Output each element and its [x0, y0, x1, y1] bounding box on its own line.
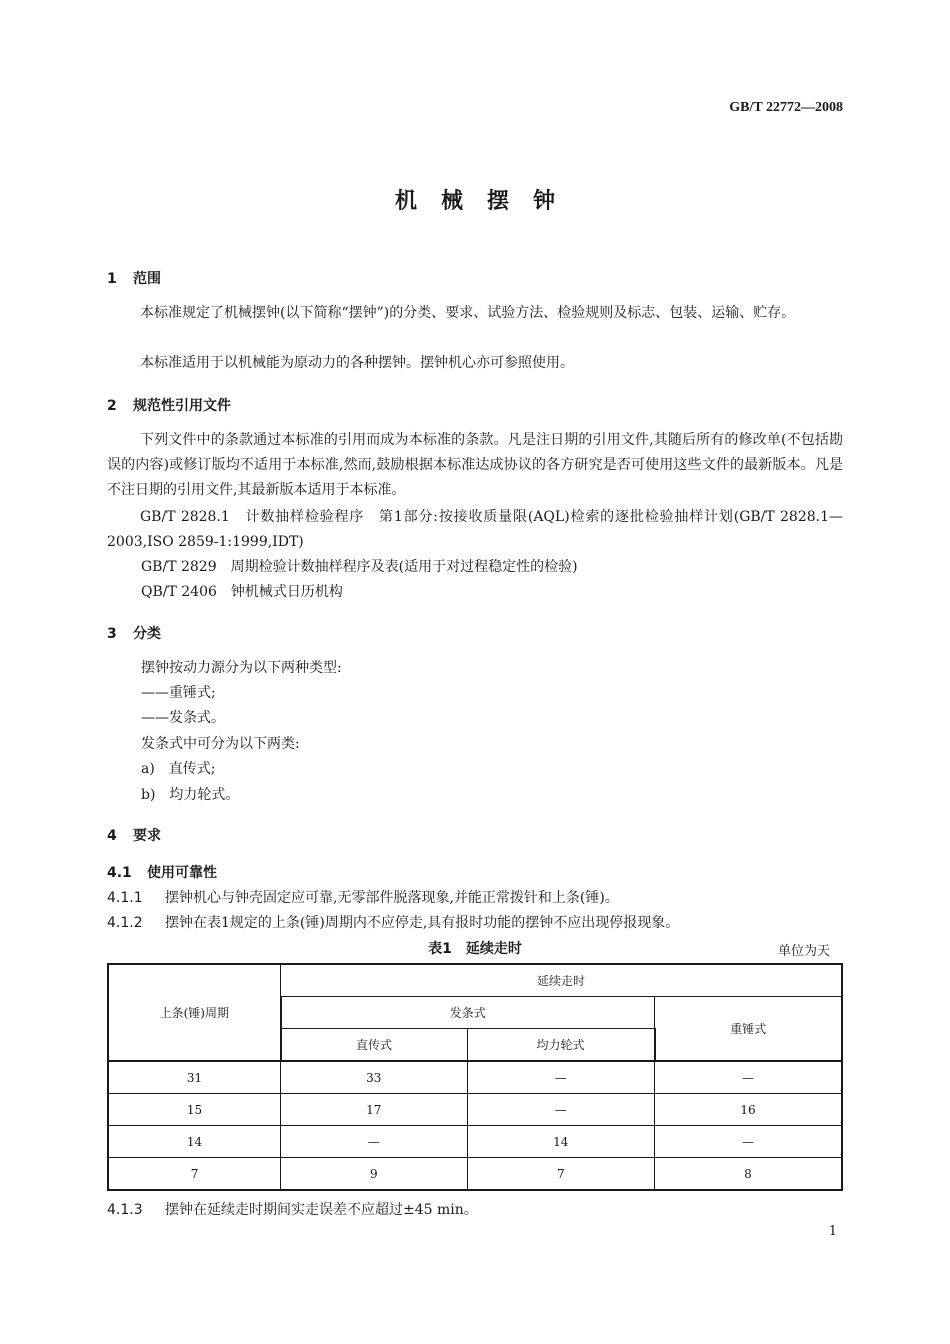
clause-4-1-3 [107, 1199, 478, 1219]
table-cell: — [467, 1061, 654, 1094]
table-cell: 7 [467, 1158, 654, 1191]
classification-line: 发条式中可分为以下两类: [141, 736, 300, 752]
table-cell: — [655, 1061, 843, 1094]
classification-line: b) 均力轮式。 [141, 787, 240, 803]
header-spring: 发条式 [281, 997, 655, 1029]
header-weight: 重锤式 [655, 997, 843, 1062]
table-cell: 33 [281, 1061, 467, 1094]
table-cell: 14 [108, 1126, 281, 1158]
section-number: 4 [107, 828, 117, 844]
table-row [108, 1094, 842, 1126]
section-4-heading [107, 825, 161, 845]
section-2-heading [107, 395, 231, 415]
header-period: 上条(锤)周期 [108, 964, 281, 1061]
section-1-paragraph-1: 本标准规定了机械摆钟(以下简称“摆钟”)的分类、要求、试验方法、检验规则及标志、包装、运输、贮存。 [140, 305, 796, 321]
section-title: 范围 [133, 271, 161, 287]
section-1-paragraph-2: 本标准适用于以机械能为原动力的各种摆钟。摆钟机心亦可参照使用。 [140, 355, 574, 371]
reference-qbt-2406: QB/T 2406 钟机械式日历机构 [141, 584, 343, 600]
section-title: 规范性引用文件 [133, 398, 231, 414]
section-number: 3 [107, 626, 117, 642]
table-cell: 17 [281, 1094, 467, 1126]
section-number: 1 [107, 271, 117, 287]
section-title: 要求 [133, 828, 161, 844]
table-cell: — [281, 1126, 467, 1158]
page-number: 1 [828, 1224, 837, 1239]
table-row [108, 1158, 842, 1191]
header-duration: 延续走时 [281, 964, 842, 997]
section-1-heading [107, 268, 161, 288]
table-unit: 单位为天 [777, 944, 830, 959]
classification-line: ——发条式。 [141, 710, 225, 726]
classification-line: 摆钟按动力源分为以下两种类型: [141, 660, 342, 676]
clause-number: 4.1.2 [107, 915, 143, 931]
header-direct: 直传式 [281, 1029, 467, 1062]
reference-gbt-2829: GB/T 2829 周期检验计数抽样程序及表(适用于对过程稳定性的检验) [141, 559, 578, 575]
table-row [108, 1061, 842, 1094]
classification-line: ——重锤式; [141, 685, 216, 701]
table-cell: 31 [108, 1061, 281, 1094]
table-cell: 16 [655, 1094, 843, 1126]
section-number: 2 [107, 398, 117, 414]
document-title: 机械摆钟 [394, 188, 579, 214]
duration-table [107, 963, 843, 1191]
header-fusee: 均力轮式 [467, 1029, 654, 1062]
table-cell: — [655, 1126, 843, 1158]
section-title: 分类 [133, 626, 161, 642]
clause-number: 4.1.1 [107, 890, 143, 906]
standard-number: GB/T 22772—2008 [729, 100, 843, 115]
section-number: 4.1 [107, 865, 132, 881]
table-cell: 7 [108, 1158, 281, 1191]
subsection-4-1-heading [107, 862, 217, 882]
table-cell: 15 [108, 1094, 281, 1126]
reference-gbt-2828-1: GB/T 2828.1 计数抽样检验程序 第1部分:按接收质量限(AQL)检索的逐批检验抽样计划(GB/T 2828.1—2003,ISO 2859-1:1999,IDT) [107, 509, 843, 550]
clause-4-1-2 [107, 912, 679, 932]
clause-text: 摆钟在延续走时期间实走误差不应超过±45 min。 [165, 1202, 478, 1218]
table-cell: 14 [467, 1126, 654, 1158]
clause-text: 摆钟在表1规定的上条(锤)周期内不应停走,具有报时功能的摆钟不应出现停报现象。 [165, 915, 680, 931]
clause-text: 摆钟机心与钟壳固定应可靠,无零部件脱落现象,并能正常拨针和上条(锤)。 [165, 890, 619, 906]
section-title: 使用可靠性 [147, 865, 217, 881]
section-2-paragraph-1: 下列文件中的条款通过本标准的引用而成为本标准的条款。凡是注日期的引用文件,其随后所有的修改单(不包括勘误的内容)或修订版均不适用于本标准,然而,鼓励根据本标准达成协议的各方研究是否可使用这些文件的最新版本。凡是不注日期的引用文件,其最新版本适用于本标准。 [107, 432, 843, 498]
table-cell: — [467, 1094, 654, 1126]
table-row [108, 1126, 842, 1158]
clause-number: 4.1.3 [107, 1202, 143, 1218]
clause-4-1-1 [107, 887, 619, 907]
table-cell: 8 [655, 1158, 843, 1191]
section-3-heading [107, 623, 161, 643]
table-caption: 表1 延续走时 [428, 941, 522, 957]
classification-line: a) 直传式; [141, 761, 216, 777]
table-cell: 9 [281, 1158, 467, 1191]
